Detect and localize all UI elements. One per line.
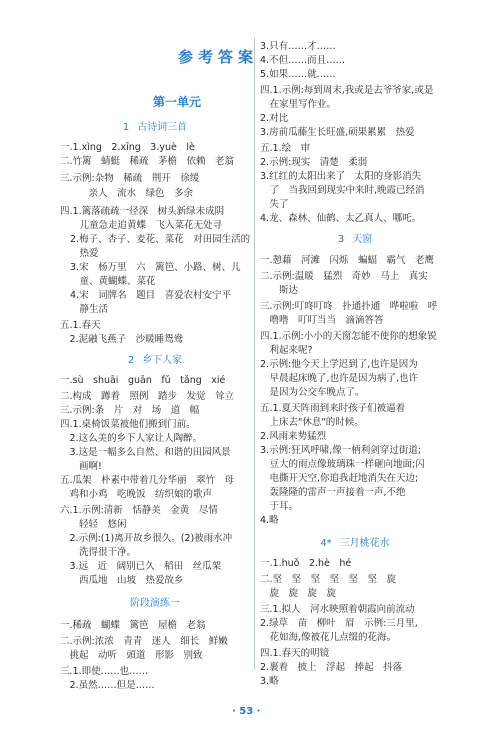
answer-line: 西瓜地 山坡 热爱故乡 [60,575,184,586]
section-heading-3: 3 天窗 [337,234,373,245]
answer-line: 3.红红的太阳出来了 太阳的身影消失 [260,171,422,182]
answer-line: 三.1.即使……也…… [60,666,149,677]
answer-line: 四.1.示例:小小的天窗怎能不使你的想象锐 [260,331,437,342]
right-column [260,0,450,737]
answer-line: 失了 [260,199,289,210]
answer-line: 2.这么美的乡下人家让人陶醉。 [60,433,203,444]
answer-line: 挑起 动听 頭道 形影 别致 [60,650,203,661]
answer-line: 四.1.春天的明镜 [260,648,330,659]
answer-line: 4.略 [260,515,279,526]
answer-line: 儿童急走追黄蝶 飞入菜花无处寻 [70,220,223,231]
answer-line: 二.示例:浓浓 青青 迷人 细长 鲜嫩 [60,636,228,647]
answer-line: 二.坚 坚 坚 坚 坚 坚 旋 [260,574,397,585]
answer-line: 三.示例:叮咚叮咚 扑通扑通 哗啦啦 呼 [260,301,438,312]
column-divider [254,38,255,670]
answer-line: 轻轻 悠闲 [60,519,127,530]
answer-line: 六.1.示例:清新 恬静美 金黄 尽情 [60,505,218,516]
answer-line: 3.只有……才…… [260,41,336,52]
answer-line: 噜噜 叮叮当当 滴滴答答 [260,315,384,326]
answer-line: 3.宋 杨万里 六 篱笆、小路、树、儿 [70,262,241,273]
answer-line: 三.1.拟人 河水映照着朝霞向前流动 [260,604,415,615]
answer-line: 上床去"休息"的时候。 [260,417,364,428]
answer-line: 了 当我回到现实中来时,晚霞已经消 [260,185,425,196]
answer-line: 早晨起床晚了,也许是因为病了,也许 [260,373,419,384]
page-number: · 53 · [232,706,261,717]
answer-line: 热爱 [70,248,99,259]
answer-line: 是因为公交车晚点了。 [260,387,365,398]
answer-line: 五.1.绘 审 [260,143,311,154]
answer-line: 花如海,像被花儿点缀的花海。 [260,632,397,643]
answer-line: 轰隆隆的雷声一声接着一声,不绝 [260,487,406,498]
unit-title: 第一单元 [152,95,201,109]
answer-line: 3.这是一幅多么自然、和谐的田园风景 [60,447,231,458]
answer-line: 2.裹着 披上 浮起 捧起 抖落 [260,662,403,673]
answer-line: 2.示例:现实 清楚 柔弱 [260,157,368,168]
answer-line: 5.如果……就…… [260,69,336,80]
answer-line: 2.示例:他今天上学迟到了,也许是因为 [260,359,418,370]
answer-line: 2.风雨来势猛烈 [260,431,327,442]
answer-line: 4.龙、森林、仙鹤、太乙真人、哪吒。 [260,213,422,224]
answer-line: 利起来呢? [260,345,313,356]
answer-line: 三.示例:杂物 稀疏 荆开 徐缓 [60,173,200,184]
answer-line: 2.示例:(1)离开故乡很久。(2)被雨水冲 [60,533,233,544]
answer-line: 二.示例:温暖 猛烈 奇妙 马上 真实 [260,271,428,282]
left-column [60,0,258,737]
answer-line: 于耳。 [260,501,299,512]
answer-line: 斯达 [260,285,299,296]
section-heading-2: 2 乡下人家 [127,355,183,366]
answer-line: 童、黄蝴蝶、菜花 [70,276,156,287]
answer-line: 五.瓜架 朴素中带着几分华丽 翠竹 母 [60,475,235,486]
answer-line: 2.梅子、杏子、麦花、菜花 对田园生活的 [70,234,251,245]
answer-line: 二.构成 蹲着 照例 踏步 发觉 耸立 [60,391,235,402]
answer-line: 一.稀疏 蝴蝶 篱笆 屋檐 老翁 [60,620,206,631]
answer-line: 鸡和小鸡 吃晚饭 纺织娘的歌声 [60,489,213,500]
answer-line: 豆大的雨点像玻璃珠一样砸向地面;闪 [260,459,425,470]
answer-line: 一.1.xìng 2.xīng 3.yuè lè [60,142,195,153]
answer-line: 四.1.桌椅饭菜被他们搬到门前。 [60,419,196,430]
answer-line: 四.1.示例:每到周末,我或是去爷爷家,或是 [260,85,434,96]
answer-line: 4.宋 词牌名 题目 喜爱农村安宁平 [70,290,232,301]
answer-line: 一.sù shuāi guān fǔ tǎng xié [60,375,226,386]
answer-line: 一.憩藉 河滩 闪烁 蝙蝠 霸气 老鹰 [260,255,435,266]
answer-line: 三.示例:条 片 对 场 道 幅 [60,405,200,416]
answer-line: 2.泥融飞燕子 沙暖睡鸳鸯 [60,334,184,345]
answer-line: 电撕开天空,你追我赶地消失在天边; [260,473,419,484]
answer-line: 4.不但……而且…… [260,55,346,66]
answer-line: 2.对比 [260,113,289,124]
answer-line: 画啊! [60,461,102,472]
section-heading-4: 4* 三月桃花水 [320,538,390,549]
section-heading-stage: 阶段演练一 [130,598,180,609]
answer-line: 五.1.春天 [60,320,101,331]
answer-line: 3.远 近 阔别已久 稻田 丝瓜架 [60,561,222,572]
answer-line: 洗得很干净。 [60,547,137,558]
answer-line: 2.绿草 苗 柳叶 眉 示例:三月里, [260,618,418,629]
answer-line: 五.1.夏天阵雨到来时孩子们被逼着 [260,403,406,414]
answer-line: 二.竹篱 蜻蜓 稀疏 茅檐 依赖 老翁 [60,156,235,167]
answer-line: 在家里写作业。 [260,99,337,110]
answer-line: 四.1.篱落疏疏一径深 树头新绿未成阴 [60,206,225,217]
answer-line: 旋 旋 旋 旋 [260,588,337,599]
answer-line: 静生活 [70,304,109,315]
answer-line: 3.房前瓜藤生长旺盛,硕果累累 热爱 [260,127,415,138]
section-heading-1: 1 古诗词三首 [122,122,188,133]
answer-line: 3.示例:狂风呼啸,像一柄利剑穿过街道; [260,445,421,456]
answer-line: 一.1.huǒ 2.hè hé [260,558,352,569]
answer-line: 亲人 流水 绿色 多余 [60,188,194,199]
answer-line: 3.略 [260,676,279,687]
answer-line: 2.虽然……但是…… [60,680,155,691]
page-title: 参考答案 [177,48,258,66]
